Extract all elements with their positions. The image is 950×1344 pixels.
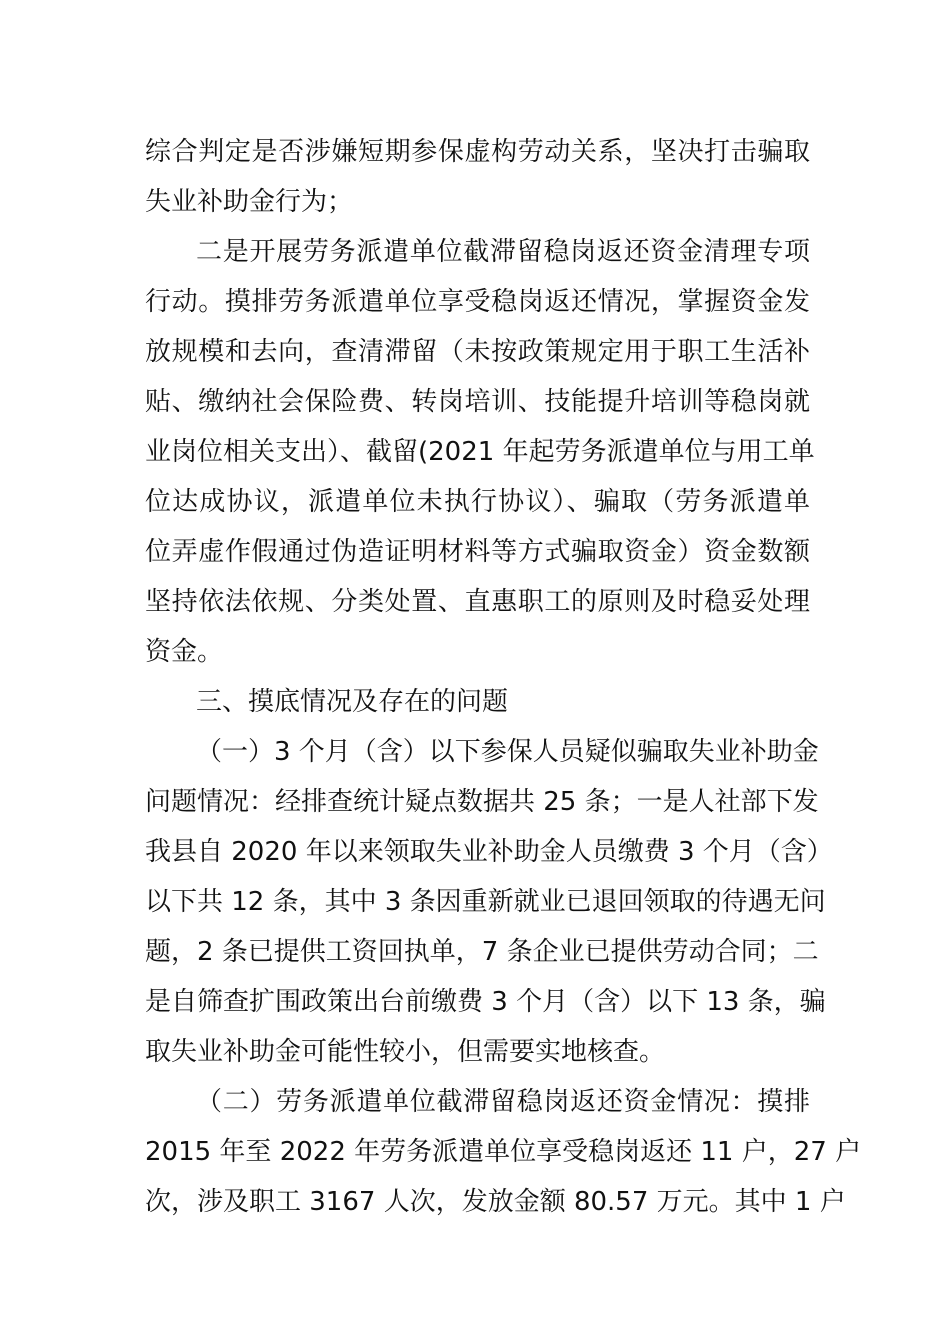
text-line: 放规模和去向，查清滞留（未按政策规定用于职工生活补 (145, 337, 810, 367)
text-line: 题，2 条已提供工资回执单，7 条企业已提供劳动合同；二 (145, 937, 819, 967)
text-line: 综合判定是否涉嫌短期参保虚构劳动关系，坚决打击骗取 (145, 137, 810, 167)
text-line: 失业补助金行为； (145, 187, 354, 217)
text-line: 是自筛查扩围政策出台前缴费 3 个月（含）以下 13 条，骗 (145, 987, 826, 1017)
text-line: 行动。摸排劳务派遣单位享受稳岗返还情况，掌握资金发 (145, 287, 810, 317)
text-line: 资金。 (145, 637, 224, 667)
text-line: 次，涉及职工 3167 人次，发放金额 80.57 万元。其中 1 户 (145, 1187, 846, 1217)
text-line: 以下共 12 条，其中 3 条因重新就业已退回领取的待遇无问 (145, 887, 826, 917)
text-line: 取失业补助金可能性较小，但需要实地核查。 (145, 1037, 666, 1067)
text-line: 二是开展劳务派遣单位截滞留稳岗返还资金清理专项 (196, 237, 810, 267)
text-line: （二）劳务派遣单位截滞留稳岗返还资金情况：摸排 (196, 1087, 810, 1117)
text-line: 问题情况：经排查统计疑点数据共 25 条；一是人社部下发 (145, 787, 819, 817)
text-line: 位达成协议，派遣单位未执行协议）、骗取（劳务派遣单 (145, 487, 810, 517)
text-line: 坚持依法依规、分类处置、直惠职工的原则及时稳妥处理 (145, 587, 810, 617)
text-line: 贴、缴纳社会保险费、转岗培训、技能提升培训等稳岗就 (145, 387, 810, 417)
text-line: 业岗位相关支出）、截留(2021 年起劳务派遣单位与用工单 (145, 437, 815, 467)
section-heading: 三、摸底情况及存在的问题 (196, 687, 509, 717)
text-line: 我县自 2020 年以来领取失业补助金人员缴费 3 个月（含） (145, 837, 833, 867)
text-line: （一）3 个月（含）以下参保人员疑似骗取失业补助金 (196, 737, 819, 767)
text-line: 2015 年至 2022 年劳务派遣单位享受稳岗返还 11 户，27 户 (145, 1137, 862, 1167)
text-line: 位弄虚作假通过伪造证明材料等方式骗取资金）资金数额 (145, 537, 810, 567)
